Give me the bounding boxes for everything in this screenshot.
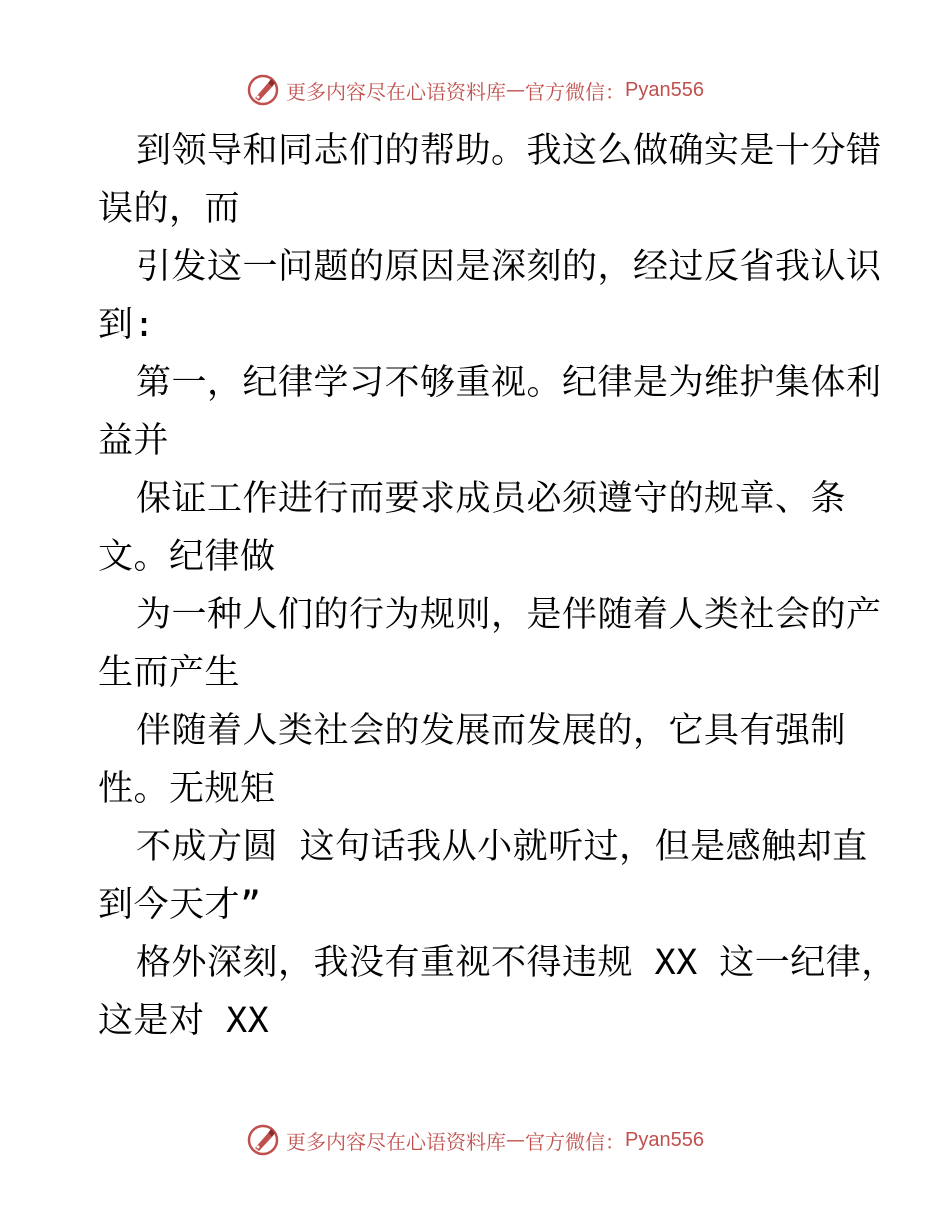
text-line: 伴随着人类社会的发展而发展的，它具有强制 bbox=[136, 711, 847, 751]
pen-logo-icon bbox=[246, 73, 280, 107]
text-line: 文。纪律做 bbox=[98, 537, 276, 577]
watermark-text: 更多内容尽在心语资料库 bbox=[286, 1129, 507, 1154]
watermark-separator: — bbox=[506, 79, 526, 101]
watermark-separator: — bbox=[506, 1129, 526, 1151]
text-line: 到: bbox=[98, 305, 156, 345]
text-line: 性。无规矩 bbox=[98, 769, 276, 809]
watermark-label: 官方微信： bbox=[525, 1129, 626, 1154]
pen-logo-icon bbox=[246, 1123, 280, 1157]
text-line: 不成方圆 这句话我从小就听过，但是感触却直 bbox=[136, 827, 868, 867]
text-line: 格外深刻，我没有重视不得违规 XX 这一纪律， bbox=[136, 943, 897, 983]
document-body bbox=[98, 122, 897, 1050]
text-line: 引发这一问题的原因是深刻的，经过反省我认识 bbox=[136, 247, 882, 287]
watermark-account: Pyan556 bbox=[625, 1128, 704, 1151]
watermark-text: 更多内容尽在心语资料库 bbox=[286, 79, 507, 104]
text-line: 第一，纪律学习不够重视。纪律是为维护集体利 bbox=[136, 363, 882, 403]
text-line: 到今天才” bbox=[98, 885, 262, 925]
watermark-label: 官方微信： bbox=[525, 79, 626, 104]
watermark-account: Pyan556 bbox=[625, 78, 704, 101]
text-line: 误的，而 bbox=[98, 189, 241, 229]
text-line: 保证工作进行而要求成员必须遵守的规章、条 bbox=[136, 479, 847, 519]
footer-watermark bbox=[0, 1120, 950, 1160]
text-line: 为一种人们的行为规则，是伴随着人类社会的产 bbox=[136, 595, 882, 635]
text-line: 到领导和同志们的帮助。我这么做确实是十分错 bbox=[136, 131, 882, 171]
text-line: 生而产生 bbox=[98, 653, 241, 693]
text-line: 益并 bbox=[98, 421, 170, 461]
header-watermark bbox=[0, 70, 950, 110]
text-line: 这是对 XX bbox=[98, 1001, 270, 1041]
